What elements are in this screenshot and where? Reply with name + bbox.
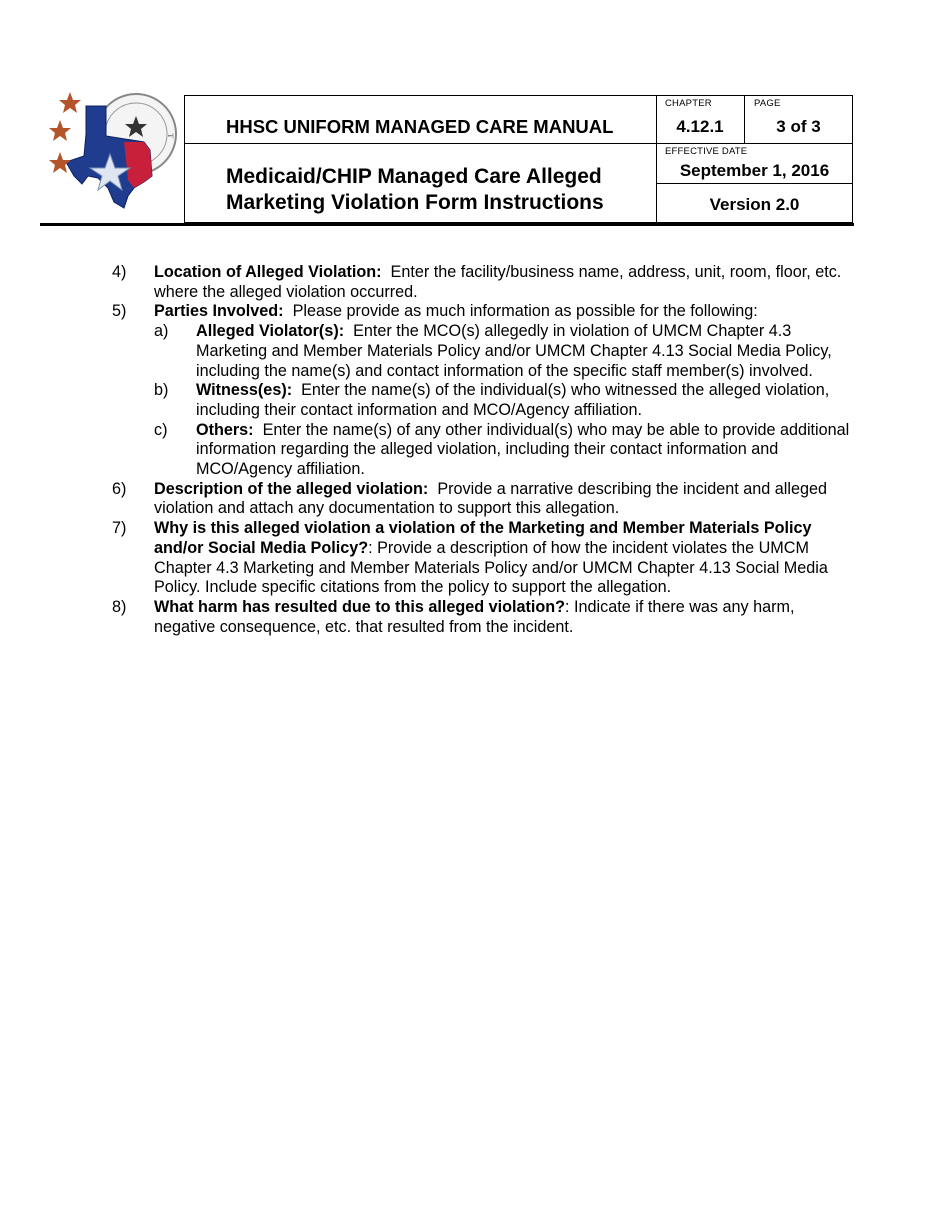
item-title: What harm has resulted due to this alleged violation?	[154, 597, 566, 616]
list-item	[112, 519, 852, 598]
header-rule	[40, 223, 854, 226]
sub-item-title: Alleged Violator(s):	[196, 322, 345, 341]
sub-item-letter: c)	[154, 420, 168, 439]
item-title: Why is this alleged violation a violation of the Marketing and Member Materials Policy and/or Social Media Policy?	[154, 519, 812, 557]
sub-item-text: Enter the name(s) of the individual(s) who witnessed the alleged violation, including their contact information and MCO/Agency affiliation.	[196, 381, 830, 419]
item-text: Provide a narrative describing the incident and alleged violation and attach any documentation to support this allegation.	[154, 479, 827, 518]
item-number: 5)	[112, 302, 127, 321]
texas-seal-logo	[48, 84, 178, 212]
sub-item	[154, 381, 852, 420]
item-title: Parties Involved:	[154, 302, 284, 321]
sub-item	[154, 322, 852, 381]
document-title	[226, 164, 604, 216]
list-item	[112, 598, 852, 637]
effective-date-label: EFFECTIVE DATE	[665, 146, 748, 157]
item-title: Description of the alleged violation:	[154, 479, 429, 498]
item-text: : Provide a description of how the incident violates the UMCM Chapter 4.3 Marketing and Member Materials Policy and/or UMCM Chapter 4.13 Social Media Policy. Include specific citations from the policy to support the allegation.	[154, 538, 828, 597]
version: Version 2.0	[709, 195, 800, 214]
item-number: 6)	[112, 479, 127, 498]
sub-item-letter: a)	[154, 322, 169, 341]
list-item	[112, 480, 852, 519]
item-number: 7)	[112, 519, 127, 538]
item-number: 4)	[112, 263, 127, 281]
page-value: 3 of 3	[776, 117, 821, 136]
list-item	[112, 302, 852, 479]
sub-item-title: Others:	[196, 420, 254, 439]
manual-title: HHSC UNIFORM MANAGED CARE MANUAL	[226, 116, 614, 137]
list-item	[112, 263, 852, 302]
item-text: Please provide as much information as possible for the following:	[292, 302, 758, 321]
item-title: Location of Alleged Violation:	[154, 263, 382, 281]
sub-item	[154, 421, 852, 480]
effective-date-value: September 1, 2016	[679, 161, 830, 180]
sub-item-text: Enter the MCO(s) allegedly in violation of UMCM Chapter 4.3 Marketing and Member Materials Policy and/or UMCM Chapter 4.13 Social Media Policy, including the name(s) and contact information of the specific staff member(s) involved.	[196, 322, 832, 380]
sub-item-title: Witness(es):	[196, 381, 293, 400]
document-title-line1: Medicaid/CHIP Managed Care Alleged	[226, 165, 602, 188]
document-title-line2: Marketing Violation Form Instructions	[226, 191, 604, 214]
sub-item-letter: b)	[154, 381, 169, 400]
seal-text: T	[165, 133, 176, 139]
instructions-list	[112, 263, 852, 637]
item-text: Enter the facility/business name, address, unit, room, floor, etc. where the alleged violation occurred.	[154, 263, 842, 301]
sub-item-text: Enter the name(s) of any other individual(s) who may be able to provide additional information regarding the alleged violation, including their contact information and MCO/Agency affiliation.	[196, 420, 850, 479]
chapter-label: CHAPTER	[665, 98, 712, 109]
chapter-value: 4.12.1	[676, 117, 724, 136]
item-text: : Indicate if there was any harm, negative consequence, etc. that resulted from the incident.	[154, 597, 795, 636]
item-number: 8)	[112, 597, 127, 616]
page-label: PAGE	[754, 98, 781, 109]
